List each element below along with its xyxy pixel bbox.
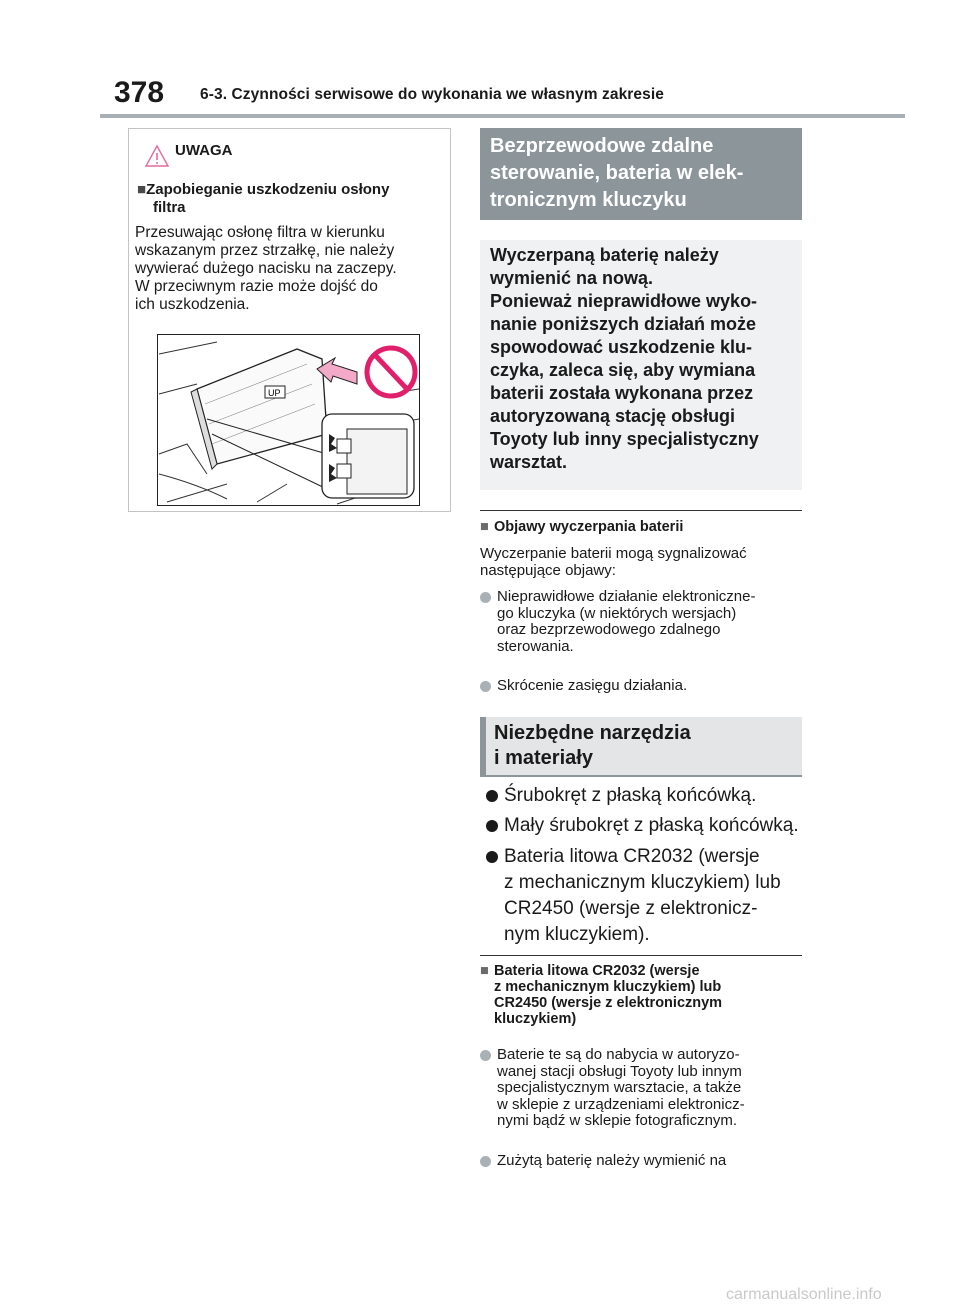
svg-text:UP: UP <box>268 388 281 398</box>
filter-cover-illustration <box>157 334 420 506</box>
symptoms-intro: Wyczerpanie baterii mogą sygnalizować następujące objawy: <box>480 545 747 579</box>
bullet-dot-icon <box>480 681 491 692</box>
bullet-dot-icon <box>486 851 498 863</box>
caution-box <box>128 128 451 512</box>
square-bullet-icon: ■ <box>480 519 489 535</box>
watermark: carmanualsonline.info <box>726 1286 882 1303</box>
header-rule <box>100 114 905 118</box>
section-title: 6-3. Czynności serwisowe do wykonania we własnym zakresie <box>200 86 664 103</box>
list-item: Baterie te są do nabycia w autoryzo- wanej stacji obsługi Toyoty lub innym specjalistycznym warsztacie, a także w sklepie z urządzeniami elektronicz- nymi bądź w sklepie fotograficznym. <box>480 1047 804 1130</box>
list-item: Mały śrubokręt z płaską końcówką. <box>486 814 806 838</box>
caution-title: UWAGA <box>175 142 233 159</box>
bullet-dot-icon <box>486 790 498 802</box>
list-item: Zużytą baterię należy wymienić na <box>480 1153 804 1170</box>
page-header <box>100 76 905 116</box>
square-bullet-icon: ■ <box>480 963 489 979</box>
battery-title: ■ Bateria litowa CR2032 (wersje z mechanicznym kluczykiem) lub CR2450 (wersje z elektronicznym kluczykiem) <box>480 963 723 1027</box>
caution-text: Przesuwając osłonę filtra w kierunku wskazanym przez strzałkę, nie należy wywierać dużego nacisku na zaczepy. W przeciwnym razie może dojść do ich uszkodzenia. <box>135 224 397 313</box>
list-item: Skrócenie zasięgu działania. <box>480 678 804 695</box>
divider <box>480 955 802 956</box>
bullet-dot-icon <box>480 1050 491 1061</box>
caution-subtitle: ■Zapobieganie uszkodzeniu osłony filtra <box>137 181 390 216</box>
section-heading-tools: Niezbędne narzędzia i materiały <box>480 717 802 777</box>
divider <box>480 510 802 511</box>
bullet-dot-icon <box>486 820 498 832</box>
list-item: Nieprawidłowe działanie elektroniczne- go kluczyka (w niektórych wersjach) oraz bezprzewodowego zdalnego sterowania. <box>480 589 804 655</box>
page-number: 378 <box>114 76 165 109</box>
symptoms-title: ■ Objawy wyczerpania baterii <box>480 519 684 535</box>
list-item: Śrubokręt z płaską końcówką. <box>486 784 806 808</box>
square-bullet-icon: ■ <box>137 181 147 198</box>
info-box: Wyczerpaną baterię należy wymienić na nową. Ponieważ nieprawidłowe wyko- nanie poniższych działań może spowodować uszkodzenie klu- czyka, zaleca się, aby wymiana baterii została wykonana przez autoryzowaną stację obsługi Toyoty lub inny specjalistyczny warsztat. <box>480 240 802 490</box>
bullet-dot-icon <box>480 592 491 603</box>
bullet-dot-icon <box>480 1156 491 1167</box>
warning-triangle-icon <box>145 141 169 171</box>
section-heading-remote: Bezprzewodowe zdalne sterowanie, bateria w elek- tronicznym kluczyku <box>480 128 802 220</box>
list-item: Bateria litowa CR2032 (wersje z mechanicznym kluczykiem) lub CR2450 (wersje z elektronicz- nym kluczykiem). <box>486 844 806 948</box>
